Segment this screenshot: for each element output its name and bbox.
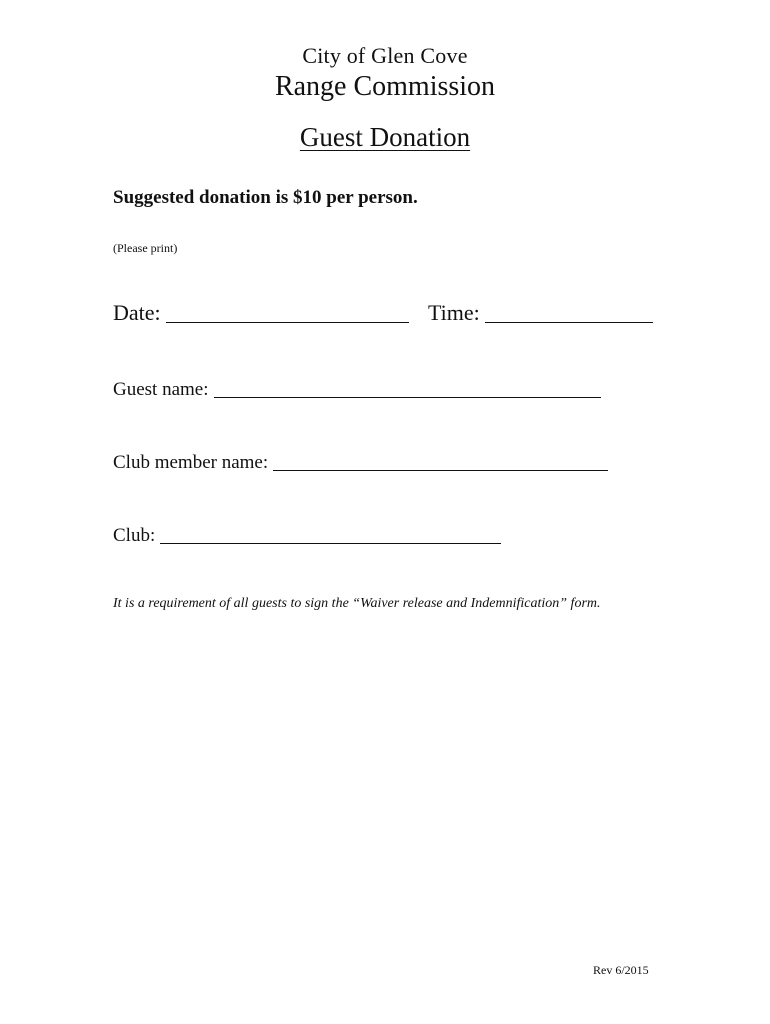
- revision-label: Rev 6/2015: [593, 963, 649, 977]
- form-title: [0, 122, 770, 153]
- date-blank-line[interactable]: [166, 321, 409, 323]
- please-print-note: (Please print): [113, 241, 178, 255]
- club-member-field: [113, 452, 608, 474]
- city-heading: City of Glen Cove: [302, 43, 468, 68]
- time-field: [428, 300, 653, 326]
- club-field: [113, 525, 501, 547]
- club-blank-line[interactable]: [160, 542, 501, 544]
- club-label: Club:: [113, 525, 156, 546]
- guest-name-blank-line[interactable]: [214, 396, 601, 398]
- waiver-requirement-notice: It is a requirement of all guests to sign the “Waiver release and Indemnification” form.: [113, 596, 601, 611]
- club-member-blank-line[interactable]: [273, 469, 608, 471]
- club-member-label: Club member name:: [113, 452, 269, 473]
- time-label: Time:: [428, 300, 480, 325]
- organization-heading: Range Commission: [274, 71, 496, 102]
- date-field: [113, 300, 409, 326]
- guest-name-field: [113, 379, 601, 401]
- date-label: Date:: [113, 300, 161, 325]
- suggested-donation-text: Suggested donation is $10 per person.: [113, 187, 418, 208]
- time-blank-line[interactable]: [485, 321, 653, 323]
- form-title-text: Guest Donation: [299, 122, 471, 152]
- guest-name-label: Guest name:: [113, 379, 209, 400]
